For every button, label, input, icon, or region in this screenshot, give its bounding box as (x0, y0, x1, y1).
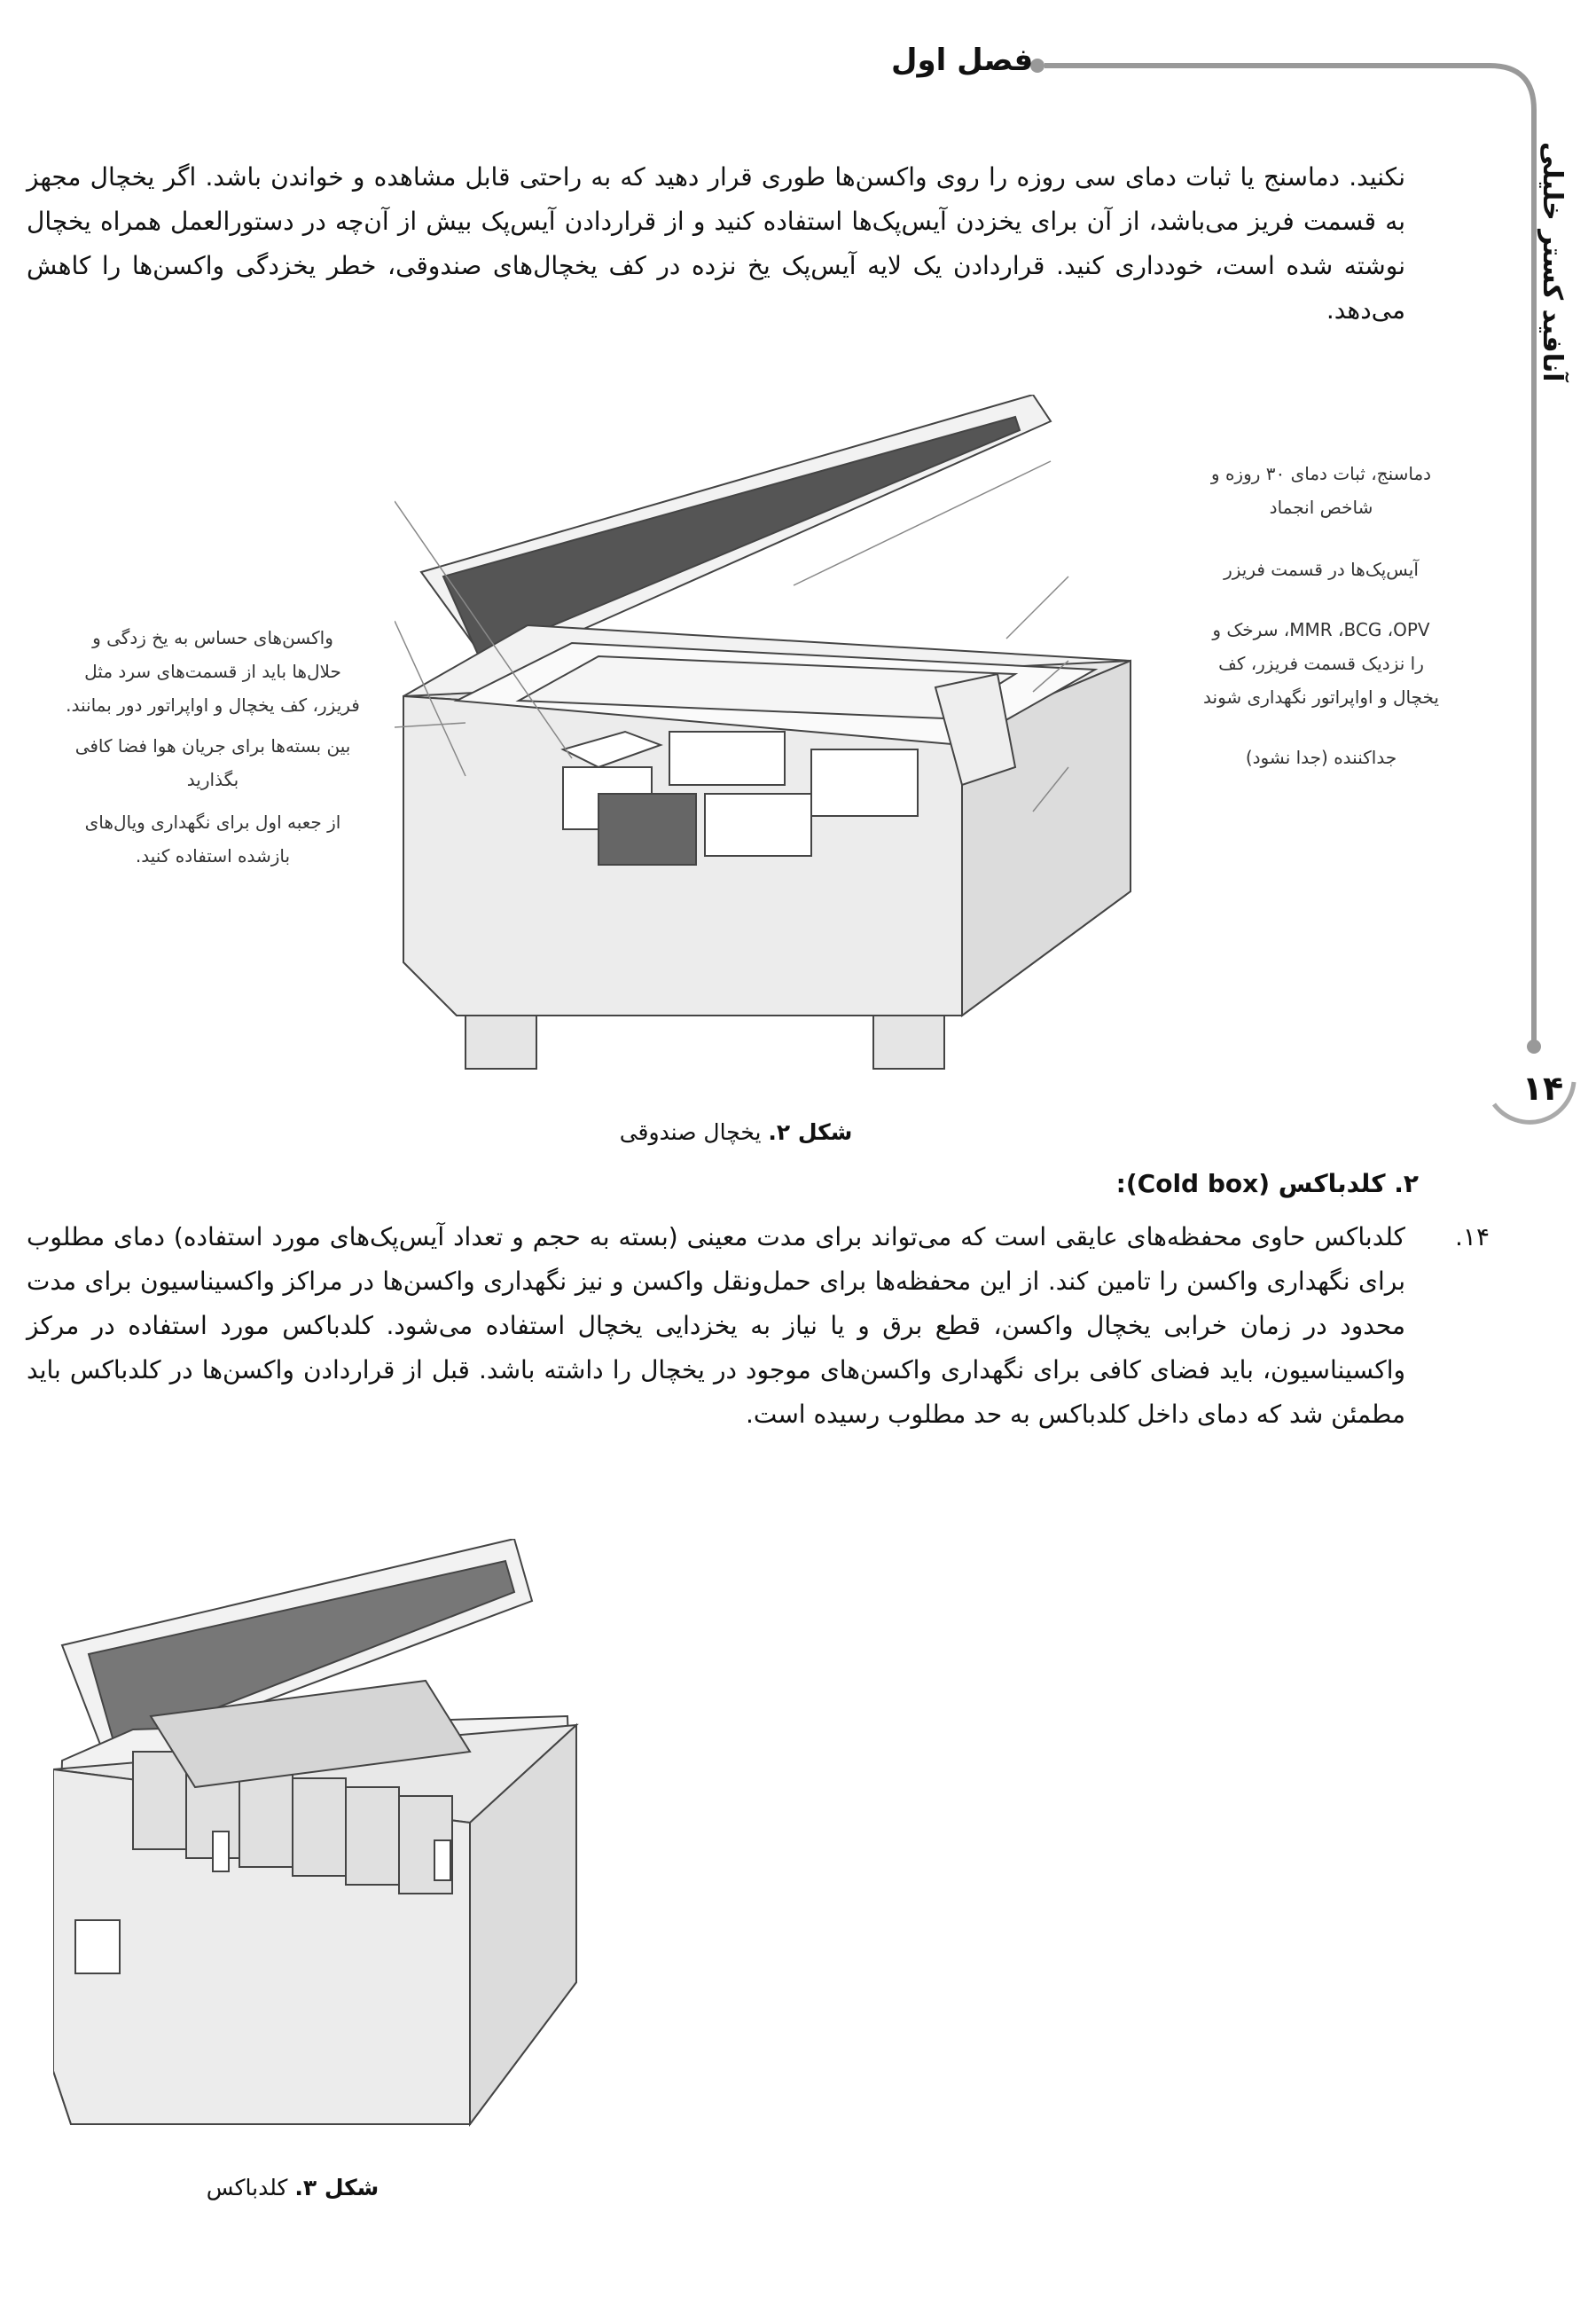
callout-thermometer-2: شاخص انجماد (1269, 497, 1373, 518)
figure-3-caption (133, 2175, 452, 2200)
callout-first-box-1: از جعبه اول برای نگهداری ویال‌های (84, 812, 341, 833)
callout-right-group (1153, 457, 1490, 774)
figure-2-caption-text: یخچال صندوقی (619, 1119, 762, 1145)
section-2-heading: ۲. کلدباکس (Cold box): (1115, 1169, 1419, 1198)
callout-thermometer-1: دماسنج، ثبات دمای ۳۰ روزه و (1210, 463, 1432, 484)
chest-refrigerator-illustration (395, 395, 1148, 1095)
paragraph-2: کلدباکس حاوی محفظه‌های عایقی است که می‌تواند برای مدت معینی (بسته به حجم و تعداد آیس‌پک‌های مورد استفاده) دمای مطلوب برای نگهداری واکسن را تامین کند. از این محفظه‌ها برای حمل‌ونقل واکسن و نیز نگهداری واکسن‌ها در مراکز واکسیناسیون برای مدت محدود در زمان خرابی یخچال واکسن، قطع برق و یا نیاز به یخزدایی یخچال استفاده می‌شود. کلدباکس مورد استفاده در مرکز واکسیناسیون، باید فضای کافی برای نگهداری واکسن‌های موجود در یخچال را داشته باشد. قبل از قراردادن واکسن‌ها در کلدباکس باید مطمئن شد که دمای داخل کلدباکس به حد مطلوب رسیده است. (27, 1222, 1405, 1429)
callout-vaccines-1: MMR ،BCG ،OPV، سرخک و (1212, 619, 1430, 640)
cold-box-illustration (53, 1539, 585, 2142)
callout-airflow-2: بگذارید (186, 769, 239, 790)
callout-freeze-sensitive-2: حلال‌ها باید از قسمت‌های سرد مثل (84, 661, 341, 682)
callout-divider: جداکننده (جدا نشود) (1245, 747, 1397, 768)
callout-icepacks: آیس‌پک‌ها در قسمت فریزر (1224, 559, 1419, 580)
callout-left-group (35, 621, 390, 873)
callout-vaccines-3: یخچال و اواپراتور نگهداری شوند (1203, 686, 1439, 708)
page-number: ۱۴ (1522, 1069, 1564, 1108)
chapter-title: فصل اول (891, 43, 1034, 78)
item-number: ۱۴. (1455, 1222, 1490, 1251)
figure-3-caption-text: کلدباکس (206, 2175, 288, 2200)
figure-3-caption-label: شکل ۳. (294, 2175, 379, 2200)
figure-2-caption-label: شکل ۲. (768, 1119, 853, 1145)
callout-freeze-sensitive-3: فریزر، کف یخچال و اواپراتور دور بمانند. (66, 694, 360, 716)
figure-2-caption (532, 1119, 940, 1145)
callout-airflow-1: بین بسته‌ها برای جریان هوا فضا کافی (74, 735, 351, 757)
side-title: آنافید کستر خلیلی (1537, 141, 1568, 382)
callout-freeze-sensitive-1: واکسن‌های حساس به یخ زدگی و (92, 627, 333, 648)
callout-first-box-2: بازشده استفاده کنید. (135, 845, 291, 867)
paragraph-1: نکنید. دماسنج یا ثبات دمای سی روزه را روی واکسن‌ها طوری قرار دهید که به راحتی قابل مشاهده و خواندن باشد. اگر یخچال مجهز به قسمت فریز می‌باشد، از آن برای یخزدن آیس‌پک‌ها استفاده کنید و از قراردادن آیس‌پک بیش از آن‌چه در دستورالعمل همراه یخچال نوشته شده است، خودداری کنید. قراردادن یک لایه آیس‌پک یخ نزده در کف یخچال‌های صندوقی، خطر یخزدگی واکسن‌ها را کاهش می‌دهد. (27, 162, 1405, 325)
callout-vaccines-2: را نزدیک قسمت فریزر، کف (1218, 653, 1424, 674)
